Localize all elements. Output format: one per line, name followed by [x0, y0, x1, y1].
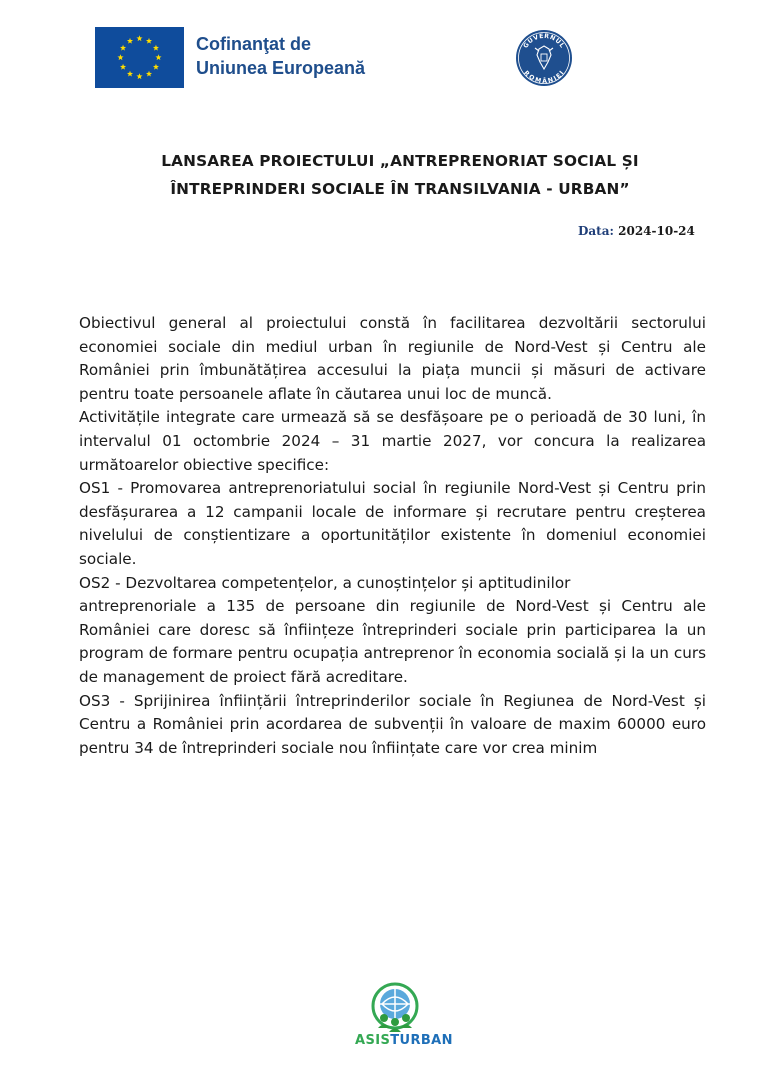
- title-line-2: ÎNTREPRINDERI SOCIALE ÎN TRANSILVANIA - URBAN”: [170, 180, 630, 198]
- document-date: [578, 224, 695, 238]
- eu-star: [120, 64, 126, 70]
- eu-star: [136, 35, 142, 41]
- eu-line-2: Uniunea Europeană: [196, 58, 366, 78]
- eu-star: [153, 45, 159, 51]
- globe-people-icon: [369, 980, 421, 1032]
- body-paragraph: OS3 - Sprijinirea înființării întreprinderilor sociale în Regiunea de Nord-Vest și Centru a României prin acordarea de subvenții în valoare de maxim 60000 euro pentru 34 de întreprinderi sociale nou înființate care vor crea minim: [79, 691, 706, 757]
- title-line-1: LANSAREA PROIECTULUI „ANTREPRENORIAT SOCIAL ȘI: [161, 152, 639, 170]
- eu-star: [146, 38, 152, 44]
- logo-text-part-1: ASIS: [355, 1033, 391, 1048]
- eu-star: [155, 54, 161, 60]
- logo-text-part-2: TURBAN: [390, 1033, 453, 1048]
- body-paragraph: OS1 - Promovarea antreprenoriatului social în regiunile Nord-Vest și Centru prin desfășurarea a 12 campanii locale de informare și recrutare pentru creșterea nivelului de conștientizare a oportunităților existente în domeniul economiei sociale.: [79, 479, 706, 568]
- eu-star: [153, 64, 159, 70]
- eu-star: [136, 73, 142, 79]
- seal-text-top: GUVERNUL: [522, 32, 566, 50]
- romania-coat-of-arms-icon: [515, 29, 573, 87]
- asisturban-wordmark: [355, 1033, 453, 1048]
- government-seal-logo: [515, 29, 573, 87]
- body-paragraph: Obiectivul general al proiectului constă în facilitarea dezvoltării sectorului economiei sociale din mediul urban în regiunile de Nord-Vest și Centru ale României prin îmbunătățirea accesului la piața muncii și măsuri de activare pentru toate persoanele aflate în căutarea unui loc de muncă.: [79, 314, 706, 403]
- document-title: [70, 147, 730, 203]
- body-paragraph: antreprenoriale a 135 de persoane din regiunile de Nord-Vest și Centru ale României care doresc să înființeze întreprinderi sociale prin participarea la un program de formare pentru ocupația antreprenor în economia socială și la un curs de management de proiect fără acreditare.: [79, 597, 706, 686]
- eu-stars-icon: [95, 27, 184, 88]
- eu-star: [127, 71, 133, 77]
- eu-cofinancing-text: [196, 32, 365, 80]
- eu-star: [146, 71, 152, 77]
- document-body: [79, 312, 706, 760]
- eu-line-1: Cofinanţat de: [196, 34, 311, 54]
- seal-text-bottom: ROMÂNIEI: [522, 69, 566, 86]
- eu-star: [117, 54, 123, 60]
- eu-star: [127, 38, 133, 44]
- date-value: 2024-10-24: [618, 224, 695, 238]
- asisturban-logo: [355, 980, 453, 1050]
- date-label: Data:: [578, 224, 614, 238]
- body-paragraph: Activitățile integrate care urmează să se desfășoare pe o perioadă de 30 luni, în intervalul 01 octombrie 2024 – 31 martie 2027, vor concura la realizarea următoarelor obiective specifice:: [79, 408, 706, 474]
- eu-flag-logo: [95, 27, 184, 88]
- body-paragraph: OS2 - Dezvoltarea competențelor, a cunoștințelor și aptitudinilor: [79, 573, 571, 592]
- eu-star: [120, 45, 126, 51]
